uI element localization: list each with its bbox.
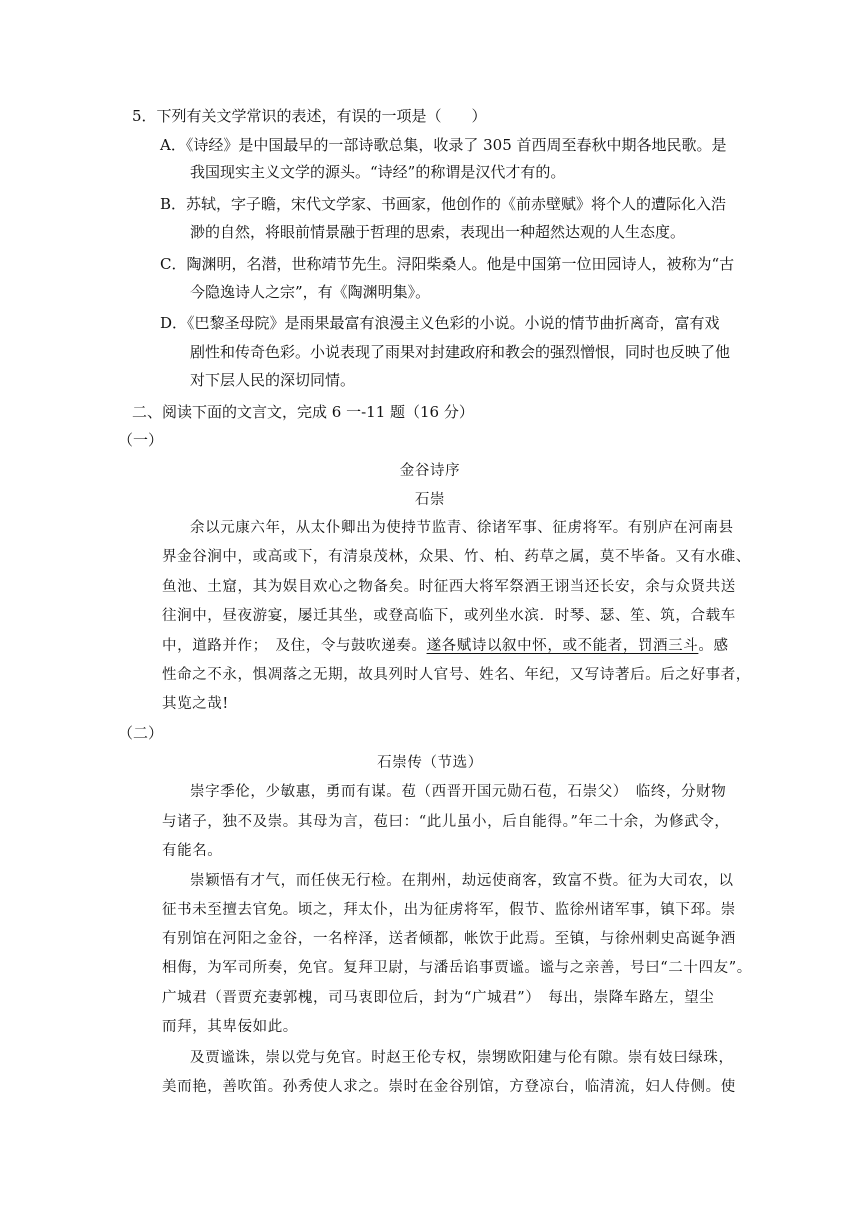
underlined-sentence: 遂各赋诗以叙中怀，或不能者，罚酒三斗 [426, 638, 699, 654]
part-1-line-6: 性命之不永，惧凋落之无期，故具列时人官号、姓名、年纪，又写诗著后。后之好事者， [162, 667, 751, 683]
part-2-line-6: 有别馆在河阳之金谷，一名梓泽，送者倾都，帐饮于此焉。至镇，与徐州刺史高诞争酒 [162, 931, 736, 947]
option-d-line-1: D．《巴黎圣母院》是雨果最富有浪漫主义色彩的小说。小说的情节曲折离奇，富有戏 [160, 314, 720, 332]
part-1-author: 石崇 [414, 492, 446, 508]
question-5-stem: 5．下列有关文学常识的表述，有误的一项是（ ） [132, 107, 487, 125]
part-1-line-5-end: 。感 [698, 638, 729, 654]
option-a-line-1: A．《诗经》是中国最早的一部诗歌总集，收录了 305 首西周至春秋中期各地民歌。是 [160, 136, 727, 154]
part-2-label: （二） [118, 724, 164, 742]
part-2-line-11: 美而艳，善吹笛。孙秀使人求之。崇时在金谷别馆，方登凉台，临清流，妇人侍侧。使 [162, 1079, 736, 1095]
part-2-line-8: 广城君（晋贾充妻郭槐，司马衷即位后，封为“广城君”） 每出，崇降车路左，望尘 [162, 990, 715, 1006]
option-d-line-2: 剧性和传奇色彩。小说表现了雨果对封建政府和教会的强烈憎恨，同时也反映了他 [190, 343, 731, 361]
part-2-line-7: 相侮，为军司所奏，免官。复拜卫尉，与潘岳谄事贾谧。谧与之亲善，号曰“二十四友”。 [162, 960, 752, 976]
option-a-line-2: 我国现实主义文学的源头。“诗经”的称谓是汉代才有的。 [190, 163, 566, 181]
part-1-line-5-start: 中，道路并作； 及住，令与鼓吹递奏。 [162, 638, 427, 654]
part-2-line-3: 有能名。 [162, 843, 223, 859]
part-2-line-5: 征书未至擅去官免。顷之，拜太仆，出为征虏将军，假节、监徐州诸军事，镇下邳。崇 [162, 902, 736, 918]
option-c-line-1: C．陶渊明，名潜，世称靖节先生。浔阳柴桑人。他是中国第一位田园诗人，被称为“古 [160, 255, 735, 273]
part-1-line-4: 往涧中，昼夜游宴，屡迁其坐，或登高临下，或列坐水滨．时琴、瑟、笙、筑，合载车 [162, 608, 736, 624]
part-1-line-1: 余以元康六年，从太仆卿出为使持节监青、徐诸军事、征虏将军。有别庐在河南县 [190, 520, 734, 536]
option-b-line-2: 渺的自然，将眼前情景融于哲理的思索，表现出一种超然达观的人生态度。 [190, 223, 686, 241]
part-1-line-5 [162, 636, 729, 656]
section-2-heading: 二、阅读下面的文言文，完成 6 一-11 题（16 分） [132, 403, 474, 421]
part-2-line-10: 及贾谧诛，崇以党与免官。时赵王伦专权，崇甥欧阳建与伦有隙。崇有妓曰绿珠， [190, 1050, 734, 1066]
part-2-line-2: 与诸子，独不及崇。其母为言，苞曰：“此儿虽小，后自能得。”年二十余，为修武令， [162, 814, 730, 830]
part-1-title: 金谷诗序 [399, 463, 461, 479]
part-2-line-4: 崇颖悟有才气，而任侠无行检。在荆州，劫远使商客，致富不赀。征为大司农，以 [190, 873, 734, 889]
part-2-line-9: 而拜，其卑佞如此。 [162, 1019, 298, 1035]
option-c-line-2: 今隐逸诗人之宗”，有《陶渊明集》。 [190, 283, 431, 301]
option-b-line-1: B．苏轼，字子瞻，宋代文学家、书画家，他创作的《前赤壁赋》将个人的遭际化入浩 [160, 195, 727, 213]
part-1-label: （一） [118, 431, 164, 449]
part-1-line-2: 界金谷涧中，或高或下，有清泉茂林，众果、竹、柏、药草之属，莫不毕备。又有水碓、 [162, 549, 751, 565]
part-2-title: 石崇传（节选） [377, 755, 483, 771]
option-d-line-3: 对下层人民的深切同情。 [190, 371, 356, 389]
part-1-line-7: 其览之哉! [162, 696, 229, 712]
part-2-line-1: 崇字季伦，少敏惠，勇而有谋。苞（西晋开国元勋石苞，石崇父） 临终，分财物 [190, 784, 727, 800]
part-1-line-3: 鱼池、土窟，其为娱目欢心之物备矣。时征西大将军祭酒王诩当还长安，余与众贤共送 [162, 579, 736, 595]
